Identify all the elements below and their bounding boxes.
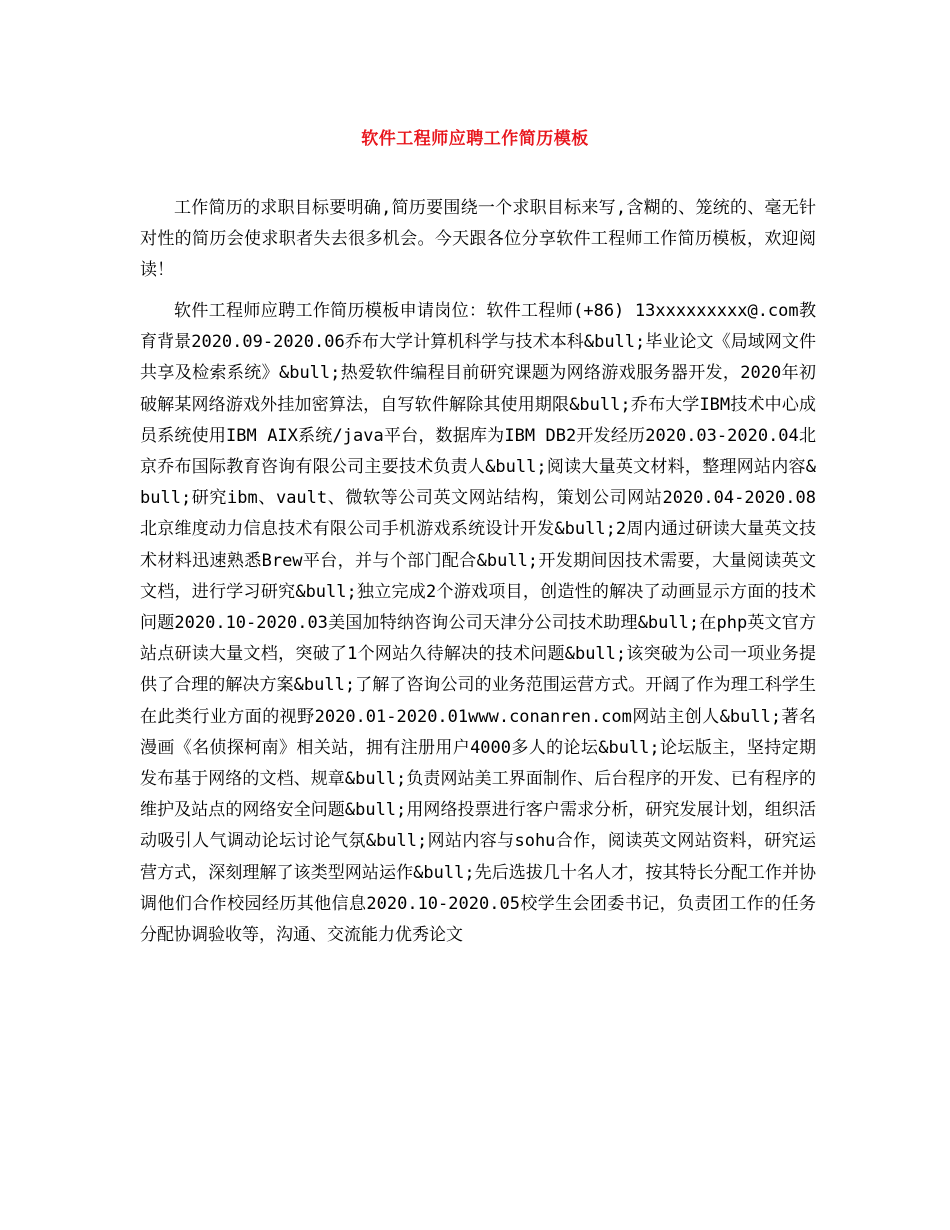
document-title: 软件工程师应聘工作简历模板 bbox=[361, 129, 589, 149]
intro-paragraph: 工作简历的求职目标要明确,简历要围绕一个求职目标来写,含糊的、笼统的、毫无针对性的简历会使求职者失去很多机会。今天跟各位分享软件工程师工作简历模板，欢迎阅读！ bbox=[140, 198, 816, 281]
resume-paragraph: 软件工程师应聘工作简历模板申请岗位：软件工程师(+86) 13xxxxxxxxx@.com教育背景2020.09-2020.06乔布大学计算机科学与技术本科&bull;毕业论文《局域网文件共享及检索系统》&bull;热爱软件编程目前研究课题为网络游戏服务器开发，2020年初破解某网络游戏外挂加密算法，自写软件解除其使用期限&bull;乔布大学IBM技术中心成员系统使用IBM AIX系统/java平台，数据库为IBM DB2开发经历2020.03-2020.04北京乔布国际教育咨询有限公司主要技术负责人&bull;阅读大量英文材料，整理网站内容&bull;研究ibm、vault、微软等公司英文网站结构，策划公司网站2020.04-2020.08北京维度动力信息技术有限公司手机游戏系统设计开发&bull;2周内通过研读大量英文技术材料迅速熟悉Brew平台，并与个部门配合&bull;开发期间因技术需要，大量阅读英文文档，进行学习研究&bull;独立完成2个游戏项目，创造性的解决了动画显示方面的技术问题2020.10-2020.03美国加特纳咨询公司天津分公司技术助理&bull;在php英文官方站点研读大量文档，突破了1个网站久待解决的技术问题&bull;该突破为公司一项业务提供了合理的解决方案&bull;了解了咨询公司的业务范围运营方式。开阔了作为理工科学生在此类行业方面的视野2020.01-2020.01www.conanren.com网站主创人&bull;著名漫画《名侦探柯南》相关站，拥有注册用户4000多人的论坛&bull;论坛版主，坚持定期发布基于网络的文档、规章&bull;负责网站美工界面制作、后台程序的开发、已有程序的维护及站点的网络安全问题&bull;用网络投票进行客户需求分析，研究发展计划，组织活动吸引人气调动论坛讨论气氛&bull;网站内容与sohu合作，阅读英文网站资料，研究运营方式，深刻理解了该类型网站运作&bull;先后选拔几十名人才，按其特长分配工作并协调他们合作校园经历其他信息2020.10-2020.05校学生会团委书记，负责团工作的任务分配协调验收等，沟通、交流能力优秀论文 bbox=[140, 301, 816, 946]
